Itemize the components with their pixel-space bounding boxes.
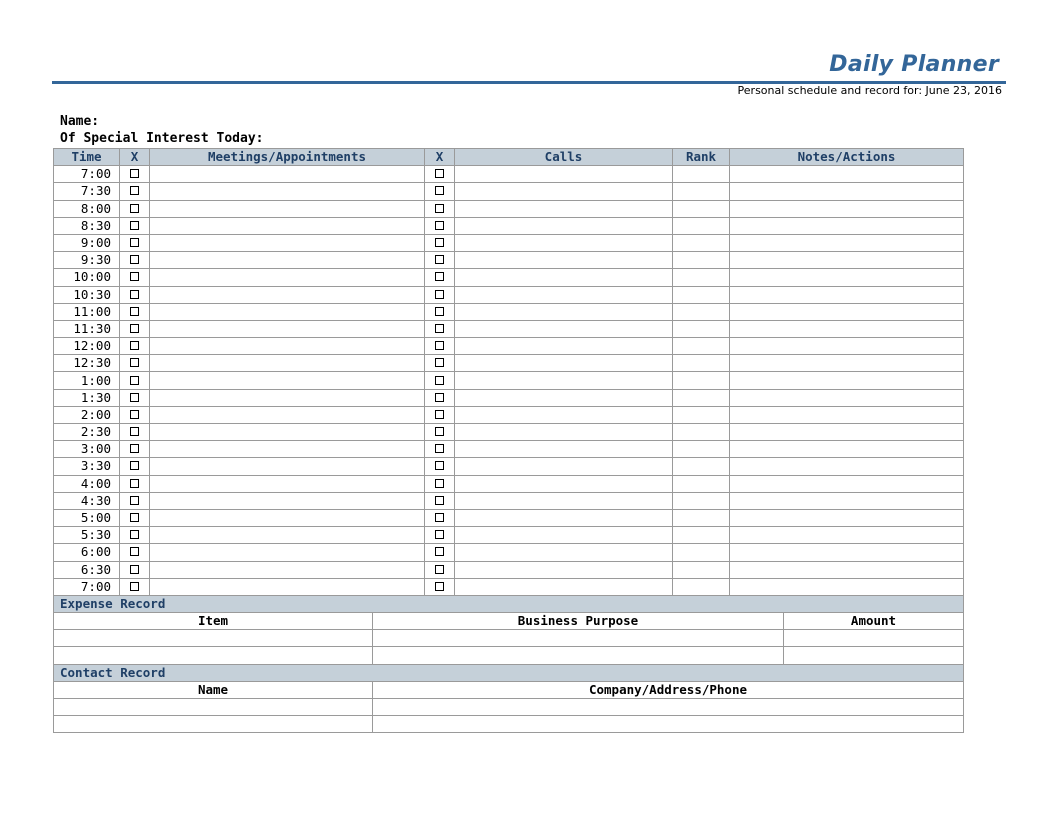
call-cell[interactable]	[455, 441, 673, 458]
call-checkbox[interactable]	[425, 458, 455, 475]
rank-cell[interactable]	[673, 234, 730, 251]
time-cell: 3:00	[54, 441, 120, 458]
contact-row	[54, 716, 964, 733]
checkbox-icon	[435, 186, 444, 195]
expense-item-header: Item	[54, 613, 373, 630]
checkbox-icon	[435, 582, 444, 591]
checkbox-icon	[435, 238, 444, 247]
meeting-checkbox[interactable]	[120, 355, 150, 372]
planner-table	[53, 148, 964, 733]
call-cell[interactable]	[455, 406, 673, 423]
meeting-cell[interactable]	[150, 424, 425, 441]
rank-cell[interactable]	[673, 424, 730, 441]
rank-cell[interactable]	[673, 303, 730, 320]
time-cell: 2:30	[54, 424, 120, 441]
schedule-row	[54, 166, 964, 183]
checkbox-icon	[435, 410, 444, 419]
meeting-checkbox[interactable]	[120, 183, 150, 200]
call-checkbox[interactable]	[425, 234, 455, 251]
notes-cell[interactable]	[730, 475, 964, 492]
meeting-checkbox[interactable]	[120, 561, 150, 578]
call-cell[interactable]	[455, 217, 673, 234]
rank-cell[interactable]	[673, 441, 730, 458]
call-checkbox[interactable]	[425, 355, 455, 372]
schedule-row	[54, 286, 964, 303]
notes-cell[interactable]	[730, 286, 964, 303]
call-checkbox[interactable]	[425, 269, 455, 286]
checkbox-icon	[435, 479, 444, 488]
rank-cell[interactable]	[673, 320, 730, 337]
time-cell: 3:30	[54, 458, 120, 475]
call-cell[interactable]	[455, 544, 673, 561]
meeting-cell[interactable]	[150, 475, 425, 492]
rank-cell[interactable]	[673, 183, 730, 200]
schedule-row	[54, 389, 964, 406]
call-checkbox[interactable]	[425, 183, 455, 200]
meeting-cell[interactable]	[150, 355, 425, 372]
call-checkbox[interactable]	[425, 217, 455, 234]
checkbox-icon	[130, 255, 139, 264]
call-cell[interactable]	[455, 424, 673, 441]
checkbox-icon	[435, 513, 444, 522]
rank-cell[interactable]	[673, 286, 730, 303]
call-cell[interactable]	[455, 320, 673, 337]
checkbox-icon	[130, 461, 139, 470]
checkbox-icon	[130, 513, 139, 522]
meeting-checkbox[interactable]	[120, 303, 150, 320]
call-checkbox[interactable]	[425, 200, 455, 217]
call-checkbox[interactable]	[425, 303, 455, 320]
checkbox-icon	[435, 290, 444, 299]
meeting-checkbox[interactable]	[120, 372, 150, 389]
meeting-cell[interactable]	[150, 372, 425, 389]
meeting-checkbox[interactable]	[120, 217, 150, 234]
expense-purpose-cell[interactable]	[373, 647, 784, 664]
checkbox-icon	[130, 530, 139, 539]
notes-cell[interactable]	[730, 355, 964, 372]
call-checkbox[interactable]	[425, 338, 455, 355]
meeting-cell[interactable]	[150, 458, 425, 475]
call-cell[interactable]	[455, 286, 673, 303]
expense-record-title: Expense Record	[54, 595, 964, 612]
schedule-row	[54, 527, 964, 544]
meeting-checkbox[interactable]	[120, 389, 150, 406]
call-checkbox[interactable]	[425, 578, 455, 595]
time-cell: 4:30	[54, 492, 120, 509]
call-checkbox[interactable]	[425, 424, 455, 441]
checkbox-icon	[435, 444, 444, 453]
meeting-checkbox[interactable]	[120, 458, 150, 475]
checkbox-icon	[130, 393, 139, 402]
expense-row	[54, 647, 964, 664]
schedule-row	[54, 200, 964, 217]
call-cell[interactable]	[455, 183, 673, 200]
rank-cell[interactable]	[673, 578, 730, 595]
call-cell[interactable]	[455, 372, 673, 389]
notes-cell[interactable]	[730, 234, 964, 251]
rank-cell[interactable]	[673, 372, 730, 389]
checkbox-icon	[130, 272, 139, 281]
call-checkbox[interactable]	[425, 561, 455, 578]
call-cell[interactable]	[455, 200, 673, 217]
meeting-cell[interactable]	[150, 269, 425, 286]
schedule-row	[54, 561, 964, 578]
call-cell[interactable]	[455, 561, 673, 578]
checkbox-icon	[435, 324, 444, 333]
notes-cell[interactable]	[730, 269, 964, 286]
checkbox-icon	[435, 221, 444, 230]
schedule-row	[54, 406, 964, 423]
meeting-cell[interactable]	[150, 406, 425, 423]
notes-cell[interactable]	[730, 492, 964, 509]
call-checkbox[interactable]	[425, 389, 455, 406]
contact-company-cell[interactable]	[373, 699, 964, 716]
checkbox-icon	[435, 496, 444, 505]
meeting-checkbox[interactable]	[120, 269, 150, 286]
notes-cell[interactable]	[730, 458, 964, 475]
time-cell: 7:00	[54, 578, 120, 595]
meeting-cell[interactable]	[150, 492, 425, 509]
time-cell: 4:00	[54, 475, 120, 492]
meeting-checkbox[interactable]	[120, 441, 150, 458]
meeting-checkbox[interactable]	[120, 166, 150, 183]
schedule-row	[54, 269, 964, 286]
meeting-cell[interactable]	[150, 509, 425, 526]
rank-cell[interactable]	[673, 217, 730, 234]
rank-cell[interactable]	[673, 527, 730, 544]
call-checkbox[interactable]	[425, 492, 455, 509]
meeting-cell[interactable]	[150, 441, 425, 458]
contact-name-cell[interactable]	[54, 716, 373, 733]
meeting-cell[interactable]	[150, 183, 425, 200]
schedule-row	[54, 372, 964, 389]
time-cell: 9:30	[54, 252, 120, 269]
schedule-row	[54, 217, 964, 234]
notes-cell[interactable]	[730, 166, 964, 183]
rank-cell[interactable]	[673, 544, 730, 561]
checkbox-icon	[130, 547, 139, 556]
call-checkbox[interactable]	[425, 166, 455, 183]
call-cell[interactable]	[455, 492, 673, 509]
expense-item-cell[interactable]	[54, 630, 373, 647]
meeting-checkbox[interactable]	[120, 424, 150, 441]
call-cell[interactable]	[455, 509, 673, 526]
rank-cell[interactable]	[673, 355, 730, 372]
meeting-checkbox[interactable]	[120, 578, 150, 595]
checkbox-icon	[435, 376, 444, 385]
meeting-cell[interactable]	[150, 561, 425, 578]
call-cell[interactable]	[455, 234, 673, 251]
checkbox-icon	[130, 376, 139, 385]
checkbox-icon	[130, 169, 139, 178]
schedule-row	[54, 183, 964, 200]
expense-amount-cell[interactable]	[784, 630, 964, 647]
time-cell: 12:00	[54, 338, 120, 355]
meeting-checkbox[interactable]	[120, 406, 150, 423]
checkbox-icon	[130, 238, 139, 247]
schedule-body	[54, 166, 964, 596]
name-label: Name:	[60, 114, 100, 129]
notes-cell[interactable]	[730, 372, 964, 389]
special-interest-label: Of Special Interest Today:	[60, 131, 264, 146]
rank-cell[interactable]	[673, 252, 730, 269]
col-x2-header: X	[425, 149, 455, 166]
call-cell[interactable]	[455, 458, 673, 475]
checkbox-icon	[435, 358, 444, 367]
time-cell: 10:00	[54, 269, 120, 286]
meeting-checkbox[interactable]	[120, 286, 150, 303]
schedule-row	[54, 252, 964, 269]
time-cell: 6:00	[54, 544, 120, 561]
checkbox-icon	[130, 324, 139, 333]
checkbox-icon	[435, 393, 444, 402]
contact-company-header: Company/Address/Phone	[373, 681, 964, 698]
meeting-checkbox[interactable]	[120, 509, 150, 526]
checkbox-icon	[130, 444, 139, 453]
expense-purpose-header: Business Purpose	[373, 613, 784, 630]
notes-cell[interactable]	[730, 389, 964, 406]
meeting-cell[interactable]	[150, 338, 425, 355]
notes-cell[interactable]	[730, 200, 964, 217]
checkbox-icon	[130, 496, 139, 505]
call-cell[interactable]	[455, 303, 673, 320]
time-cell: 6:30	[54, 561, 120, 578]
meeting-checkbox[interactable]	[120, 475, 150, 492]
notes-cell[interactable]	[730, 441, 964, 458]
page-subtitle: Personal schedule and record for: June 23, 2016	[737, 84, 1002, 97]
meeting-cell[interactable]	[150, 286, 425, 303]
rank-cell[interactable]	[673, 458, 730, 475]
rank-cell[interactable]	[673, 475, 730, 492]
notes-cell[interactable]	[730, 217, 964, 234]
notes-cell[interactable]	[730, 424, 964, 441]
expense-amount-cell[interactable]	[784, 647, 964, 664]
checkbox-icon	[130, 565, 139, 574]
time-cell: 7:00	[54, 166, 120, 183]
time-cell: 8:00	[54, 200, 120, 217]
time-cell: 8:30	[54, 217, 120, 234]
schedule-row	[54, 441, 964, 458]
checkbox-icon	[130, 358, 139, 367]
schedule-row	[54, 509, 964, 526]
contact-name-header: Name	[54, 681, 373, 698]
notes-cell[interactable]	[730, 578, 964, 595]
call-checkbox[interactable]	[425, 406, 455, 423]
meeting-cell[interactable]	[150, 303, 425, 320]
col-x1-header: X	[120, 149, 150, 166]
call-checkbox[interactable]	[425, 509, 455, 526]
meeting-cell[interactable]	[150, 217, 425, 234]
expense-row	[54, 630, 964, 647]
call-cell[interactable]	[455, 527, 673, 544]
checkbox-icon	[130, 341, 139, 350]
rank-cell[interactable]	[673, 200, 730, 217]
call-checkbox[interactable]	[425, 527, 455, 544]
call-checkbox[interactable]	[425, 372, 455, 389]
checkbox-icon	[130, 479, 139, 488]
checkbox-icon	[435, 169, 444, 178]
schedule-row	[54, 458, 964, 475]
schedule-row	[54, 303, 964, 320]
checkbox-icon	[130, 221, 139, 230]
call-checkbox[interactable]	[425, 252, 455, 269]
checkbox-icon	[435, 255, 444, 264]
call-checkbox[interactable]	[425, 320, 455, 337]
call-checkbox[interactable]	[425, 544, 455, 561]
call-cell[interactable]	[455, 338, 673, 355]
checkbox-icon	[435, 204, 444, 213]
schedule-row	[54, 492, 964, 509]
rank-cell[interactable]	[673, 338, 730, 355]
col-meetings-header: Meetings/Appointments	[150, 149, 425, 166]
col-time-header: Time	[54, 149, 120, 166]
col-notes-header: Notes/Actions	[730, 149, 964, 166]
meeting-checkbox[interactable]	[120, 200, 150, 217]
meeting-checkbox[interactable]	[120, 252, 150, 269]
meeting-cell[interactable]	[150, 200, 425, 217]
notes-cell[interactable]	[730, 544, 964, 561]
checkbox-icon	[435, 565, 444, 574]
time-cell: 1:00	[54, 372, 120, 389]
meeting-cell[interactable]	[150, 527, 425, 544]
rank-cell[interactable]	[673, 389, 730, 406]
notes-cell[interactable]	[730, 183, 964, 200]
call-cell[interactable]	[455, 389, 673, 406]
rank-cell[interactable]	[673, 269, 730, 286]
schedule-row	[54, 234, 964, 251]
meeting-checkbox[interactable]	[120, 338, 150, 355]
notes-cell[interactable]	[730, 527, 964, 544]
meeting-cell[interactable]	[150, 166, 425, 183]
checkbox-icon	[130, 582, 139, 591]
time-cell: 12:30	[54, 355, 120, 372]
notes-cell[interactable]	[730, 252, 964, 269]
schedule-row	[54, 578, 964, 595]
call-checkbox[interactable]	[425, 286, 455, 303]
checkbox-icon	[435, 427, 444, 436]
col-calls-header: Calls	[455, 149, 673, 166]
rank-cell[interactable]	[673, 406, 730, 423]
meeting-cell[interactable]	[150, 389, 425, 406]
call-cell[interactable]	[455, 578, 673, 595]
contact-name-cell[interactable]	[54, 699, 373, 716]
meeting-cell[interactable]	[150, 234, 425, 251]
page-title: Daily Planner	[829, 52, 999, 77]
notes-cell[interactable]	[730, 303, 964, 320]
meeting-checkbox[interactable]	[120, 527, 150, 544]
contact-row	[54, 699, 964, 716]
checkbox-icon	[130, 427, 139, 436]
notes-cell[interactable]	[730, 320, 964, 337]
meeting-checkbox[interactable]	[120, 234, 150, 251]
time-cell: 1:30	[54, 389, 120, 406]
checkbox-icon	[435, 272, 444, 281]
schedule-row	[54, 544, 964, 561]
schedule-row	[54, 355, 964, 372]
call-cell[interactable]	[455, 475, 673, 492]
checkbox-icon	[435, 307, 444, 316]
notes-cell[interactable]	[730, 338, 964, 355]
checkbox-icon	[435, 461, 444, 470]
expense-purpose-cell[interactable]	[373, 630, 784, 647]
rank-cell[interactable]	[673, 166, 730, 183]
contact-record-title: Contact Record	[54, 664, 964, 681]
meeting-checkbox[interactable]	[120, 544, 150, 561]
time-cell: 2:00	[54, 406, 120, 423]
time-cell: 7:30	[54, 183, 120, 200]
call-cell[interactable]	[455, 269, 673, 286]
meeting-cell[interactable]	[150, 320, 425, 337]
schedule-row	[54, 475, 964, 492]
time-cell: 5:30	[54, 527, 120, 544]
checkbox-icon	[435, 547, 444, 556]
notes-cell[interactable]	[730, 509, 964, 526]
checkbox-icon	[130, 204, 139, 213]
call-checkbox[interactable]	[425, 475, 455, 492]
col-rank-header: Rank	[673, 149, 730, 166]
call-cell[interactable]	[455, 355, 673, 372]
rank-cell[interactable]	[673, 509, 730, 526]
schedule-row	[54, 320, 964, 337]
expense-item-cell[interactable]	[54, 647, 373, 664]
schedule-row	[54, 338, 964, 355]
time-cell: 11:00	[54, 303, 120, 320]
checkbox-icon	[130, 290, 139, 299]
checkbox-icon	[435, 341, 444, 350]
rank-cell[interactable]	[673, 561, 730, 578]
notes-cell[interactable]	[730, 561, 964, 578]
notes-cell[interactable]	[730, 406, 964, 423]
meeting-checkbox[interactable]	[120, 492, 150, 509]
checkbox-icon	[130, 307, 139, 316]
call-cell[interactable]	[455, 166, 673, 183]
contact-company-cell[interactable]	[373, 716, 964, 733]
checkbox-icon	[130, 186, 139, 195]
time-cell: 9:00	[54, 234, 120, 251]
call-cell[interactable]	[455, 252, 673, 269]
call-checkbox[interactable]	[425, 441, 455, 458]
meeting-checkbox[interactable]	[120, 320, 150, 337]
meeting-cell[interactable]	[150, 544, 425, 561]
time-cell: 10:30	[54, 286, 120, 303]
meeting-cell[interactable]	[150, 252, 425, 269]
checkbox-icon	[130, 410, 139, 419]
time-cell: 11:30	[54, 320, 120, 337]
rank-cell[interactable]	[673, 492, 730, 509]
expense-amount-header: Amount	[784, 613, 964, 630]
time-cell: 5:00	[54, 509, 120, 526]
meeting-cell[interactable]	[150, 578, 425, 595]
schedule-row	[54, 424, 964, 441]
checkbox-icon	[435, 530, 444, 539]
